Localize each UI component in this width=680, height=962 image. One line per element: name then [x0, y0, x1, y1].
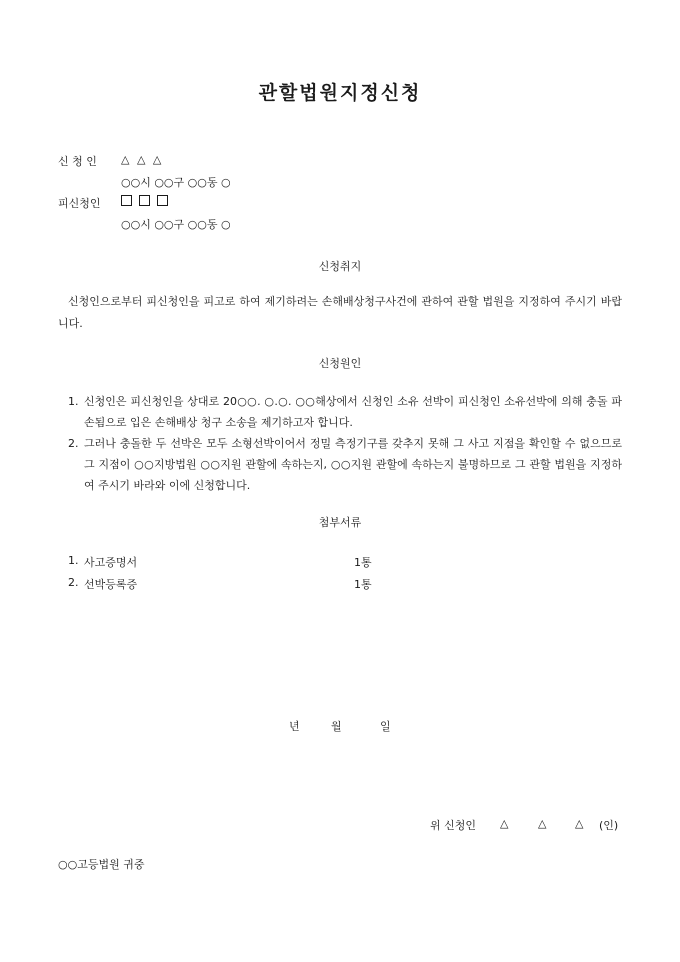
respondent-name: [121, 195, 175, 208]
signature-mark: △: [538, 817, 547, 830]
attachment-number: 1.: [68, 554, 79, 567]
date-day: 일: [380, 720, 391, 733]
date-year: 년: [289, 720, 300, 733]
attachment-number: 2.: [68, 576, 79, 589]
list-item: [58, 391, 622, 433]
blank-box: [121, 195, 132, 206]
respondent-label: 피신청인: [58, 197, 101, 210]
purpose-text: 신청인으로부터 피신청인을 피고로 하여 제기하려는 손해배상청구사건에 관하여 관할 법원을 지정하여 주시기 바랍니다.: [58, 295, 622, 330]
blank-box: [157, 195, 168, 206]
cause-heading: 신청원인: [318, 357, 362, 370]
list-item: [58, 433, 622, 496]
item-number: 2.: [68, 437, 79, 450]
attachment-name: 선박등록증: [84, 578, 138, 591]
date-month: 월: [331, 720, 342, 733]
addressee: ○○고등법원 귀중: [58, 858, 145, 871]
signature-prefix: 위 신청인: [430, 819, 477, 832]
applicant-label: 신 청 인: [58, 155, 97, 168]
signature-mark: △: [575, 817, 584, 830]
item-text: 그러나 충돌한 두 선박은 모두 소형선박이어서 정밀 측정기구를 갖추지 못해 그 사고 지점을 확인할 수 없으므로 그 지점이 ○○지방법원 ○○지원 관할에 속하는지, ○○지원 관할에 속하는지 불명하므로 그 관할 법원을 지정하여 주시기 바라와 이에 신청합니다.: [84, 437, 622, 492]
applicant-name: △ △ △: [121, 153, 164, 166]
cause-list: [58, 391, 622, 496]
blank-box: [139, 195, 150, 206]
document-title: 관할법원지정신청: [258, 82, 422, 104]
signature-mark: △: [500, 817, 509, 830]
respondent-address: ○○시 ○○구 ○○동 ○: [121, 218, 231, 231]
attachment-count: 1통: [354, 556, 372, 569]
attachment-count: 1통: [354, 578, 372, 591]
item-text: 신청인은 피신청인을 상대로 20○○. ○.○. ○○해상에서 신청인 소유 선박이 피신청인 소유선박에 의해 충돌 파손됨으로 입은 손해배상 청구 소송을 제기하고자 합니다.: [84, 395, 622, 429]
purpose-heading: 신청취지: [318, 260, 362, 273]
attachment-name: 사고증명서: [84, 556, 138, 569]
applicant-address: ○○시 ○○구 ○○동 ○: [121, 176, 231, 189]
item-number: 1.: [68, 395, 79, 408]
attachments-heading: 첨부서류: [318, 516, 362, 529]
seal-mark: (인): [599, 819, 619, 832]
